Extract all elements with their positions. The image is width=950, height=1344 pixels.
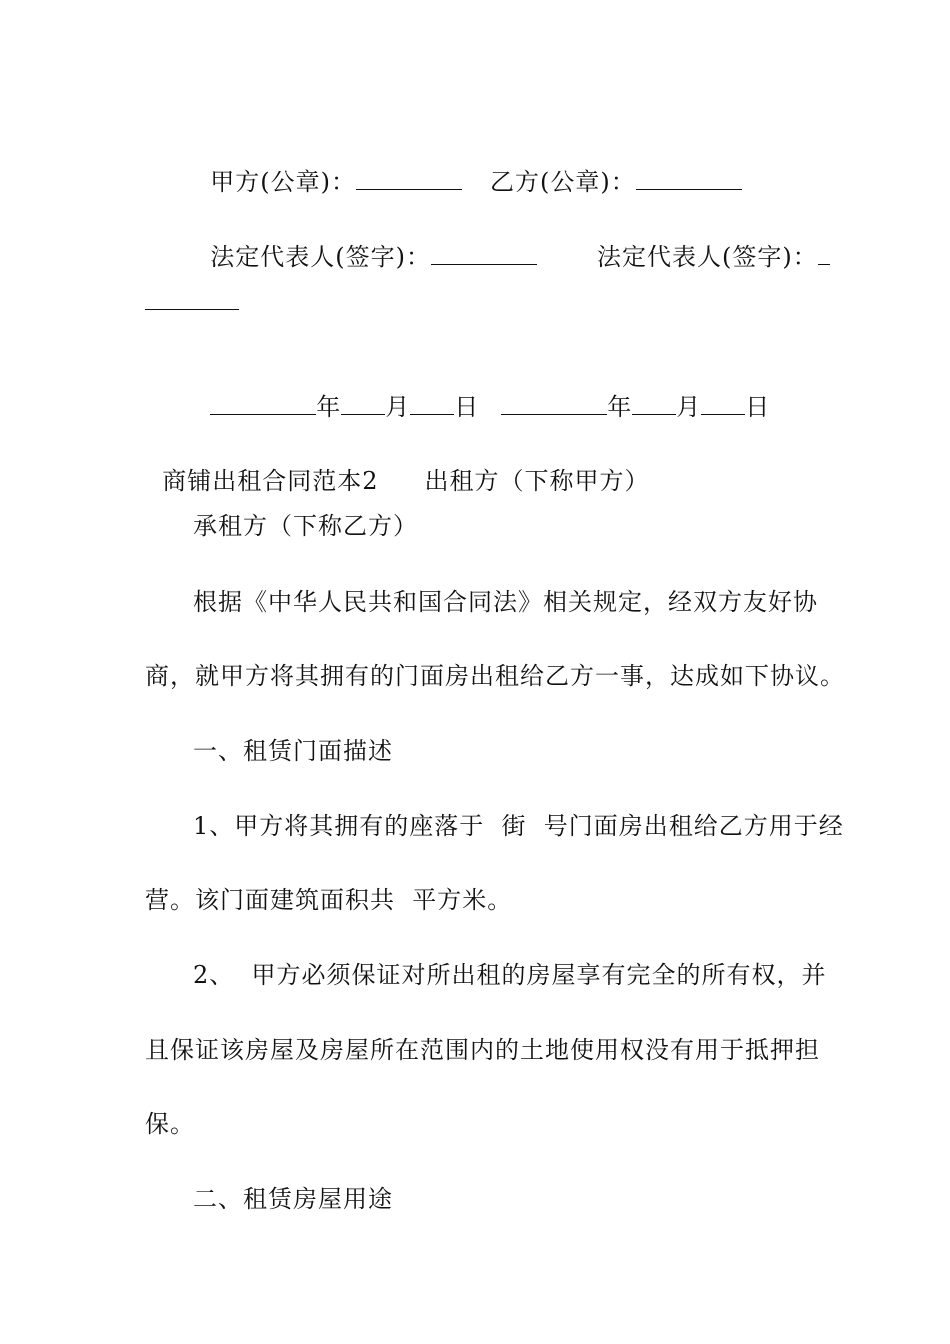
party-a-rep-label: 法定代表人(签字)： <box>210 243 431 271</box>
party-a-rep-blank <box>431 242 537 265</box>
clause-2-line-3: 保。 <box>145 1110 195 1138</box>
date-a-day-blank <box>410 392 454 415</box>
date-b-day-blank <box>701 392 745 415</box>
preamble-line-2: 商，就甲方将其拥有的门面房出租给乙方一事，达成如下协议。 <box>145 662 845 690</box>
date-b-month-blank <box>632 392 676 415</box>
contract-title: 商铺出租合同范本2 <box>162 467 379 495</box>
signature-seal-row <box>193 137 742 197</box>
lessor-line: 出租方（下称甲方） <box>424 467 650 495</box>
date-b-year: 年 <box>607 393 633 421</box>
contract-title-row <box>145 436 650 496</box>
party-b-rep-label: 法定代表人(签字)： <box>597 243 818 271</box>
signature-date-row <box>193 362 770 422</box>
date-b-day: 日 <box>745 393 771 421</box>
section-2-heading: 二、租赁房屋用途 <box>193 1185 393 1213</box>
date-a-year: 年 <box>316 393 342 421</box>
party-a-seal-label: 甲方(公章)： <box>210 168 356 196</box>
party-a-seal-blank <box>356 167 462 190</box>
signature-rep-row <box>193 212 830 272</box>
party-b-seal-blank <box>636 167 742 190</box>
clause-1-line-2: 营。该门面建筑面积共 平方米。 <box>145 886 513 914</box>
clause-2-line-1: 2、 甲方必须保证对所出租的房屋享有完全的所有权，并 <box>193 961 827 989</box>
party-b-seal-label: 乙方(公章)： <box>490 168 636 196</box>
clause-1-line-1: 1、甲方将其拥有的座落于 街 号门面房出租给乙方用于经 <box>193 812 844 840</box>
date-a-month: 月 <box>385 393 411 421</box>
party-b-rep-blank-end <box>145 309 239 310</box>
section-1-heading: 一、租赁门面描述 <box>193 737 393 765</box>
party-b-rep-blank-start <box>818 242 830 265</box>
date-b-month: 月 <box>676 393 702 421</box>
date-a-day: 日 <box>454 393 480 421</box>
lessee-line: 承租方（下称乙方） <box>193 512 418 540</box>
date-a-month-blank <box>341 392 385 415</box>
preamble-line-1: 根据《中华人民共和国合同法》相关规定，经双方友好协 <box>193 588 818 616</box>
clause-2-line-2: 且保证该房屋及房屋所在范围内的土地使用权没有用于抵押担 <box>145 1036 820 1064</box>
date-a-year-blank <box>210 392 316 415</box>
date-b-year-blank <box>501 392 607 415</box>
